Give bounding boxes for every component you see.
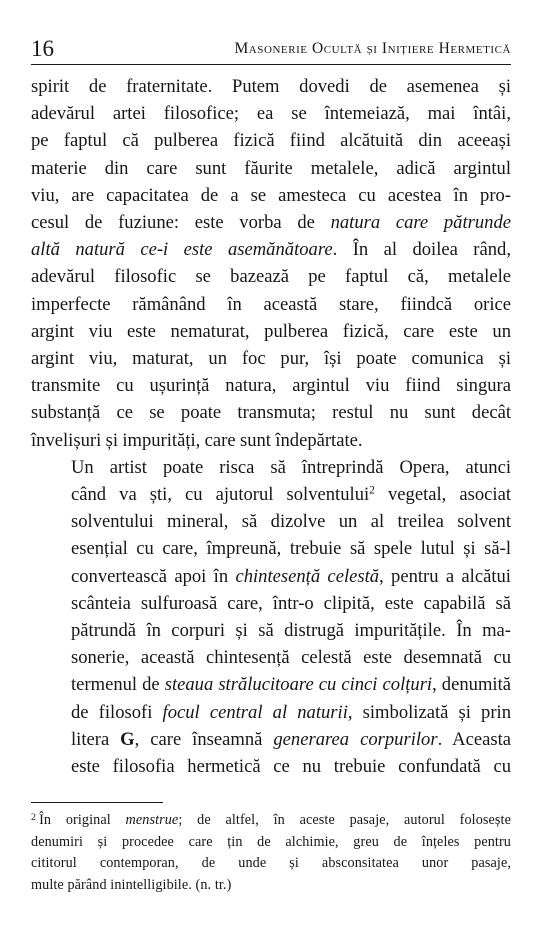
text-segment: ; de altfel, în aceste pasaje, autorul folosește [178,812,511,828]
text-segment: În original [39,812,126,828]
text-line: solventului mineral, să dizolve un al treilea solvent [71,511,511,533]
footnote-line [31,810,511,832]
footnote-reference[interactable]: 2 [369,484,375,497]
body-text [31,73,511,780]
text-line: esențial cu care, împreună, trebuie să spele lutul și să-l [71,538,511,560]
text-line [31,209,511,236]
paragraph-2 [31,454,511,780]
text-line [31,726,511,753]
text-segment: când va ști, cu ajutorul solventului [71,484,370,506]
text-line [31,671,511,698]
text-line: substanță ce se poate transmuta; restul nu sunt decât [31,402,511,424]
text-segment: , denumită [432,674,511,696]
italic-phrase: chintesență celestă [235,565,380,587]
paragraph-1 [31,73,511,454]
text-segment: , pentru a alcătui [379,565,511,587]
text-line [31,699,511,726]
footnote-line: multe părând inintelligibile. (n. tr.) [31,876,232,893]
text-line: imperfecte rămânând în această stare, fiindcă orice [31,293,511,315]
footnote-line: cititorul contemporan, de unde și absconsitatea unor pasaje, [31,855,511,871]
text-line: argint viu este nematurat, pulberea fizică, care este un [31,320,511,342]
text-line: argint viu, maturat, un foc pur, își poate comunica și [31,348,511,370]
text-segment: cesul de fuziune: este vorba de [31,212,331,234]
bold-letter: G [120,728,135,750]
text-line: spirit de fraternitate. Putem dovedi de asemenea și [31,76,511,97]
text-line [31,236,511,263]
text-line: Un artist poate risca să întreprindă Opera, atunci [71,456,511,478]
text-line: transmite cu ușurință natura, argintul viu fiind singura [31,375,511,397]
text-segment: vegetal, asociat [374,484,511,506]
text-line [31,563,511,590]
page-header [31,36,511,65]
text-line: pătrundă în corpuri și să distrugă impuritățile. În ma- [71,620,511,642]
text-segment: convertească apoi în [71,565,236,587]
text-line: este filosofia hermetică ce nu trebuie confundată cu [71,756,511,778]
italic-phrase: focul central al naturii [162,701,348,723]
text-line: viu, are capacitatea de a se amesteca cu acestea în pro- [31,184,511,206]
text-line: materie din care sunt făurite metalele, adică argintul [31,157,511,179]
text-segment: . În al doilea rând, [332,239,511,261]
text-line: pe faptul că pulberea fizică fiind alcătuită din aceeași [31,130,511,152]
italic-phrase: altă natură ce-i este asemănătoare [31,239,333,261]
italic-phrase: natura care pătrunde [330,212,512,234]
footnote [31,810,511,896]
footnote-line: denumiri și procedee care țin de alchimie, greu de înțeles pentru [31,833,511,850]
text-line: scânteia sulfuroasă care, într-o clipită, este capabilă să [71,592,511,614]
italic-phrase: steaua strălucitoare cu cinci colțuri [164,674,433,696]
text-segment: , care înseamnă [134,728,274,750]
footnote-marker: 2 [31,811,37,823]
text-segment: , simbolizată și prin [347,701,511,723]
italic-phrase: menstrue [125,812,179,828]
text-segment: . Aceasta [437,728,511,750]
text-line: adevărul filosofic se bazează pe faptul că, metalele [31,266,511,288]
text-line: sonerie, această chintesență celestă este desemnată cu [71,647,511,669]
text-segment: de filosofi [71,701,163,723]
text-line: învelișuri și impurități, care sunt îndepărtate. [31,429,363,451]
running-head: Masonerie Ocultă și Inițiere Hermetică [234,40,511,57]
text-segment: litera [71,728,121,750]
page-number: 16 [31,36,54,61]
footnote-divider [31,802,163,803]
text-line: adevărul artei filosofice; ea se întemeiază, mai întâi, [31,103,511,125]
text-segment: termenul de [71,674,165,696]
text-line [31,481,511,508]
italic-phrase: generarea corpurilor [273,728,438,750]
